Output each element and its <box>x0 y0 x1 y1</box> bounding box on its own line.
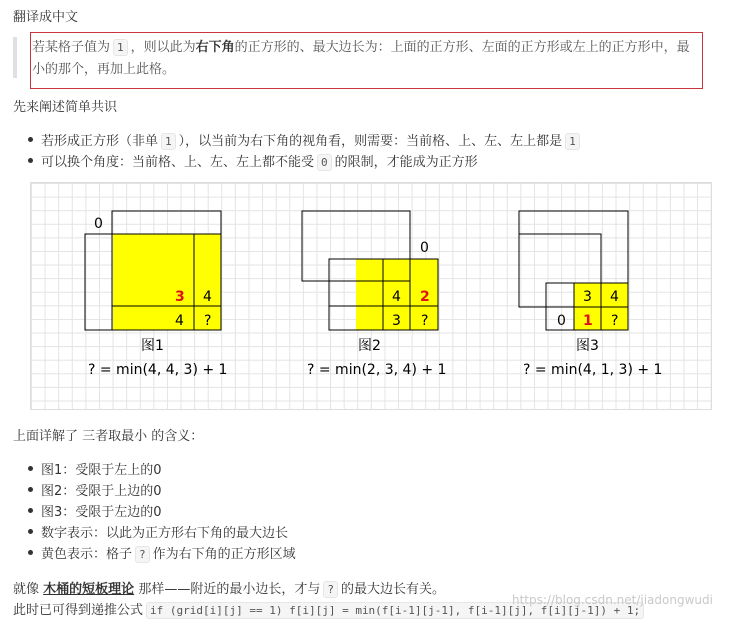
cell-up: 4 <box>203 289 212 305</box>
formula-line: 此时已可得到递推公式 if (grid[i][j] == 1) f[i][j] = min(f[i-1][j-1], f[i-1][j], f[i][j-1]) + 1; <box>13 599 647 619</box>
watermark: https://blog.csdn.net/jiadongwudi <box>512 593 713 607</box>
caption: 图2 <box>358 338 381 354</box>
bold-bottom-right: 右下角 <box>195 40 235 55</box>
code-one: 1 <box>113 39 128 56</box>
cell-tl: 0 <box>420 240 429 256</box>
cell-up: 4 <box>392 289 401 305</box>
cell-tl: 0 <box>94 216 103 232</box>
analogy-text: 就像 木桶的短板理论 那样——附近的最小边长，才与 ? 的最大边长有关。 <box>13 582 445 597</box>
explain-item: 数字表示：以此为正方形右下角的最大边长 <box>41 522 288 541</box>
explain-title: 上面详解了 三者取最小 的含义： <box>13 429 204 444</box>
cell-q: ? <box>204 313 212 329</box>
formula: ? = min(4, 1, 3) + 1 <box>523 362 663 378</box>
formula: ? = min(2, 3, 4) + 1 <box>307 362 447 378</box>
cell-q: ? <box>421 313 429 329</box>
cell-red: 1 <box>583 313 593 329</box>
cell-left: 4 <box>175 313 184 329</box>
explain-item: 图3：受限于左边的0 <box>41 501 162 520</box>
figure-2 <box>302 211 446 378</box>
blockquote-bar <box>13 37 17 78</box>
cell-up1: 3 <box>583 289 592 305</box>
cell-tl: 0 <box>557 313 566 329</box>
page-heading: 翻译成中文 <box>13 10 79 25</box>
explain-item: 图2：受限于上边的0 <box>41 480 162 499</box>
recurrence-code: if (grid[i][j] == 1) f[i][j] = min(f[i-1][j-1], f[i-1][j], f[i][j-1]) + 1; <box>146 602 644 619</box>
caption: 图1 <box>141 338 164 354</box>
explain-item: 黄色表示：格子 ? 作为右下角的正方形区域 <box>41 543 296 563</box>
grid-diagram <box>30 182 712 410</box>
cell-q: ? <box>611 313 619 329</box>
consensus-item: 若形成正方形（非单 1 ），以当前为右下角的视角看，则需要：当前格、上、左、左上都是 1 <box>41 130 583 150</box>
short-board-link[interactable]: 木桶的短板理论 <box>43 582 135 597</box>
cell-up2: 4 <box>610 289 619 305</box>
blockquote-text: 若某格子值为 1 ，则以此为右下角的正方形的、最大边长为：上面的正方形、左面的正方形或左上的正方形中，最小的那个，再加上此格。 <box>32 40 690 77</box>
consensus-item: 可以换个角度：当前格、上、左、左上都不能受 0 的限制，才能成为正方形 <box>41 151 478 171</box>
intro-text: 先来阐述简单共识 <box>13 100 118 115</box>
figure-3 <box>519 211 662 378</box>
caption: 图3 <box>576 338 599 354</box>
formula: ? = min(4, 4, 3) + 1 <box>88 362 228 378</box>
cell-red: 3 <box>175 289 185 305</box>
figure-1 <box>85 211 227 378</box>
cell-red: 2 <box>420 289 430 305</box>
explain-item: 图1：受限于左上的0 <box>41 459 162 478</box>
cell-left: 3 <box>392 313 401 329</box>
diagram-svg <box>31 183 711 409</box>
